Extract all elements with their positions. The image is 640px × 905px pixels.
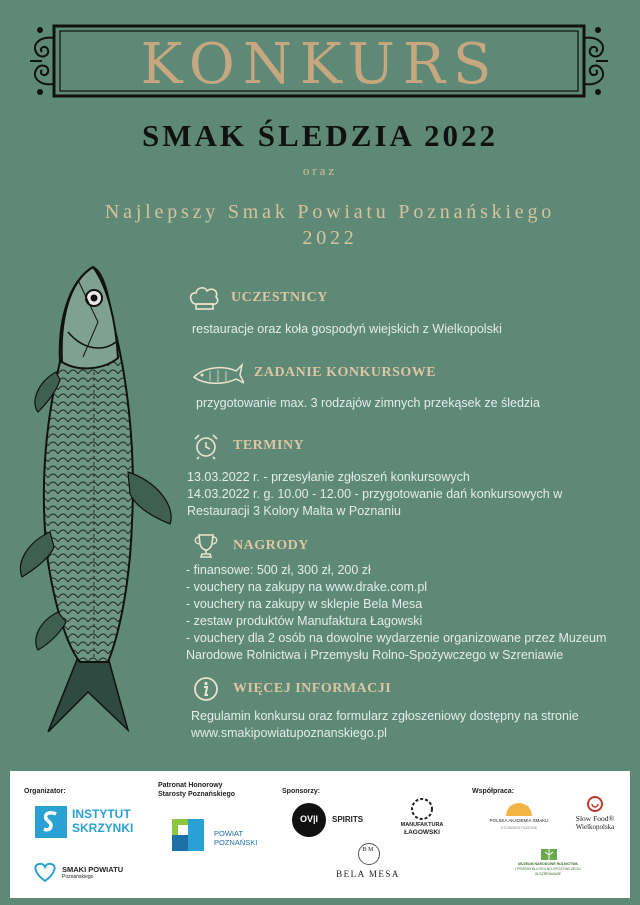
stowarzyszenie-text: STOWARZYSZENIE [500,825,538,830]
prize-item: - finansowe: 500 zł, 300 zł, 200 zł [186,563,371,577]
participants-label: UCZESTNICY [231,290,328,305]
cooperation-label: Współpraca: [472,788,515,795]
second-contest-line2: 2022 [302,227,358,249]
organizer-label: Organizator: [24,788,66,795]
ovii-spirits-logo [292,803,372,837]
smaki-line1: SMAKI POWIATU [62,865,124,874]
poster-title: KONKURS [140,32,500,97]
slow-food-line2: Wielkopolska [575,823,615,831]
trophy-icon [189,532,223,560]
conjunction-text: oraz [302,163,338,178]
dates-line-1: 13.03.2022 r. - przesyłanie zgłoszeń konkursowych [187,470,470,484]
manufaktura-line1: MANUFAKTURA [400,822,444,828]
info-website[interactable]: www.smakipowiatupoznanskiego.pl [191,726,387,740]
muzeum-logo [510,847,586,881]
dates-label: TERMINY [233,438,305,453]
task-label: ZADANIE KONKURSOWE [254,365,437,380]
patronage-label [158,781,235,799]
powiat-poznanski-logo [170,817,270,857]
manufaktura-lagowski-logo [392,797,452,845]
second-contest-line1: Najlepszy Smak Powiatu Poznańskiego [104,201,556,223]
prize-item: - vouchery na zakupy w sklepie Bela Mesa [186,597,423,611]
muzeum-line3: W SZRENIAWIE [535,872,561,876]
prizes-heading [189,532,309,560]
ovii-mark: OV|I [299,814,319,824]
slow-food-line1: Slow Food® [575,814,615,823]
slow-food-logo [562,795,628,835]
polska-akademia-logo [478,803,560,835]
manufaktura-line2: ŁAGOWSKI [404,829,440,836]
sun-icon [504,803,534,817]
instytut-logo-icon [34,805,68,839]
muzeum-line2: I PRZEMYSŁU ROLNO-SPOŻYWCZEGO [515,867,581,871]
dates-heading [189,432,304,460]
prize-item: Narodowe Rolnictwa i Przemysłu Rolno-Spożywczego w Szreniawie [186,648,564,662]
smaki-powiatu-logo [32,859,142,889]
second-contest-name [30,199,630,251]
prize-item: - vouchery na zakupy na www.drake.com.pl [186,580,428,594]
info-text [191,708,579,742]
contest-name: SMAK ŚLEDZIA 2022 [142,118,498,153]
herring-illustration [8,262,188,732]
muzeum-line1: MUZEUM NARODOWE ROLNICTWA [518,862,578,866]
patronage-label-line1: Patronat Honorowy [158,782,223,789]
participants-text: restauracje oraz koła gospodyń wiejskich z Wielkopolski [192,322,502,336]
bela-monogram: B M [362,847,374,853]
dates-text [187,469,562,520]
bela-mesa-text: BELA MESA [336,869,400,879]
chef-hat-icon [187,284,221,312]
prize-item: - zestaw produktów Manufaktura Łagowski [186,614,423,628]
dates-line-3: Restauracji 3 Kolory Malta w Poznaniu [187,504,401,518]
powiat-line2: POZNAŃSKI [214,838,258,847]
smaki-line2: Poznańskiego [62,874,94,880]
sponsors-label: Sponsorzy: [282,788,321,795]
alarm-clock-icon [189,432,223,460]
patronage-label-line2: Starosty Poznańskiego [158,791,236,798]
wreath-icon [402,797,442,821]
sponsors-panel [10,771,630,898]
snail-icon [584,795,606,813]
prizes-label: NAGRODY [233,538,309,553]
polska-akademia-text: POLSKA AKADEMIA SMAKU [489,818,549,823]
prize-item: - vouchery dla 2 osób na dowolne wydarzenie organizowane przez Muzeum [186,631,607,645]
heart-icon [32,861,58,883]
participants-heading [187,284,328,312]
info-line-1: Regulamin konkursu oraz formularz zgłoszeniowy dostępny na stronie [191,709,579,723]
instytut-line1: INSTYTUT [72,807,131,821]
info-icon [189,675,223,703]
wheat-icon [540,847,558,861]
dates-line-2: 14.03.2022 r. g. 10.00 - 12.00 - przygotowanie dań konkursowych w [187,487,563,501]
task-heading [190,359,436,387]
bela-mesa-logo [328,843,408,883]
info-label: WIĘCEJ INFORMACJI [233,681,392,696]
instytut-skrzynki-logo [34,803,144,843]
info-heading [189,675,391,703]
task-text: przygotowanie max. 3 rodzajów zimnych przekąsek ze śledzia [196,396,540,410]
powiat-line1: POWIAT [214,829,244,838]
fish-icon [190,359,244,387]
instytut-line2: SKRZYNKI [72,821,134,835]
powiat-logo-icon [170,817,208,855]
prizes-list [186,562,606,664]
spirits-text: SPIRITS [332,815,364,824]
